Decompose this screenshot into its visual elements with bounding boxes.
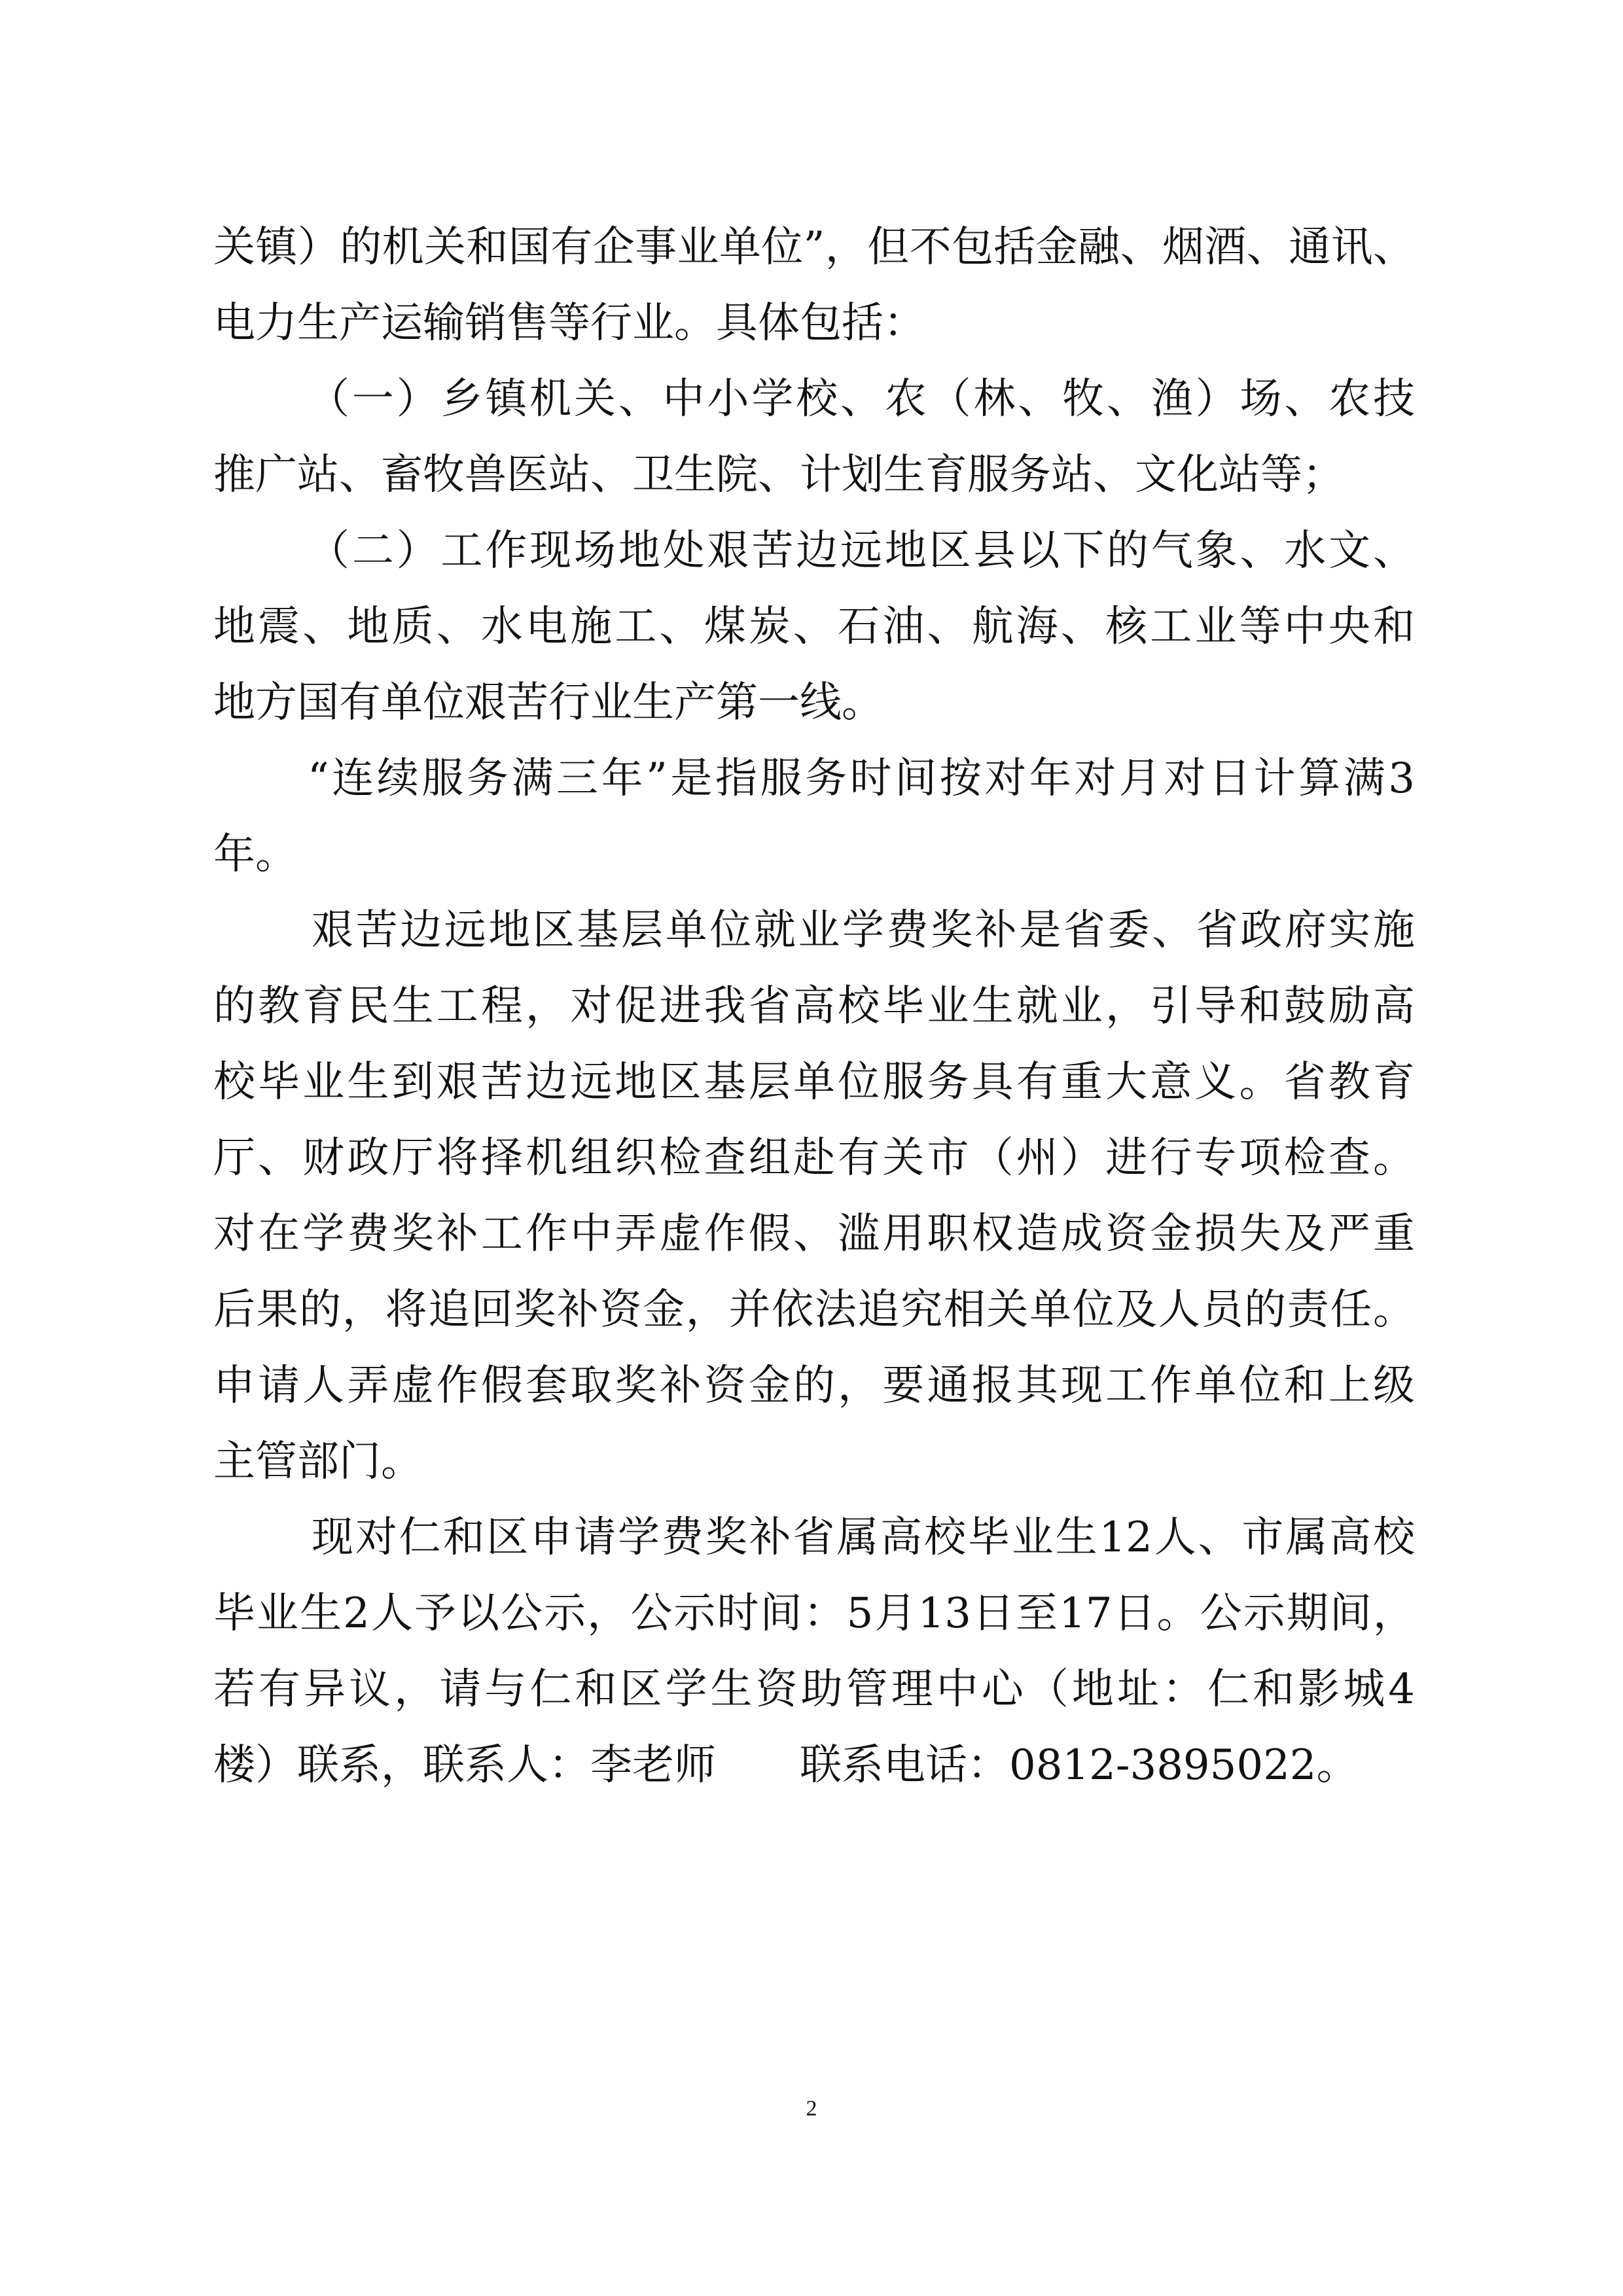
notice-paragraph-line-1: 现对仁和区申请学费奖补省属高校毕业生12人、市属高校: [312, 1513, 1415, 1562]
body-line-1: 关镇）的机关和国有企事业单位”，但不包括金融、烟酒、通讯、: [213, 223, 1415, 272]
policy-paragraph-line-6: 后果的，将追回奖补资金，并依法追究相关单位及人员的责任。: [213, 1286, 1415, 1334]
list-item-2-line-3: 地方国有单位艰苦行业生产第一线。: [213, 679, 883, 727]
policy-paragraph-line-8: 主管部门。: [213, 1438, 423, 1486]
definition-line-1: “连续服务满三年”是指服务时间按对年对月对日计算满3: [308, 754, 1415, 803]
policy-paragraph-line-2: 的教育民生工程，对促进我省高校毕业生就业，引导和鼓励高: [213, 982, 1415, 1031]
list-item-2-line-1: （二）工作现场地处艰苦边远地区县以下的气象、水文、: [308, 527, 1415, 575]
policy-paragraph-line-5: 对在学费奖补工作中弄虚作假、滥用职权造成资金损失及严重: [213, 1210, 1415, 1258]
body-line-2: 电力生产运输销售等行业。具体包括：: [213, 299, 925, 347]
policy-paragraph-line-4: 厅、财政厅将择机组织检查组赴有关市（州）进行专项检查。: [213, 1134, 1415, 1182]
policy-paragraph-line-7: 申请人弄虚作假套取奖补资金的，要通报其现工作单位和上级: [213, 1362, 1415, 1410]
list-item-1-line-2: 推广站、畜牧兽医站、卫生院、计划生育服务站、文化站等；: [213, 451, 1344, 499]
notice-paragraph-line-3: 若有异议，请与仁和区学生资助管理中心（地址：仁和影城4: [213, 1665, 1415, 1714]
policy-paragraph-line-1: 艰苦边远地区基层单位就业学费奖补是省委、省政府实施: [312, 906, 1415, 955]
notice-paragraph-line-4: 楼）联系，联系人：李老师 联系电话：0812-3895022。: [213, 1741, 1359, 1790]
page-number: 2: [806, 2096, 817, 2121]
list-item-1-line-1: （一）乡镇机关、中小学校、农（林、牧、渔）场、农技: [308, 375, 1415, 423]
policy-paragraph-line-3: 校毕业生到艰苦边远地区基层单位服务具有重大意义。省教育: [213, 1058, 1415, 1106]
notice-paragraph-line-2: 毕业生2人予以公示，公示时间：5月13日至17日。公示期间，: [213, 1589, 1415, 1638]
list-item-2-line-2: 地震、地质、水电施工、煤炭、石油、航海、核工业等中央和: [213, 603, 1415, 651]
definition-line-2: 年。: [213, 830, 297, 879]
